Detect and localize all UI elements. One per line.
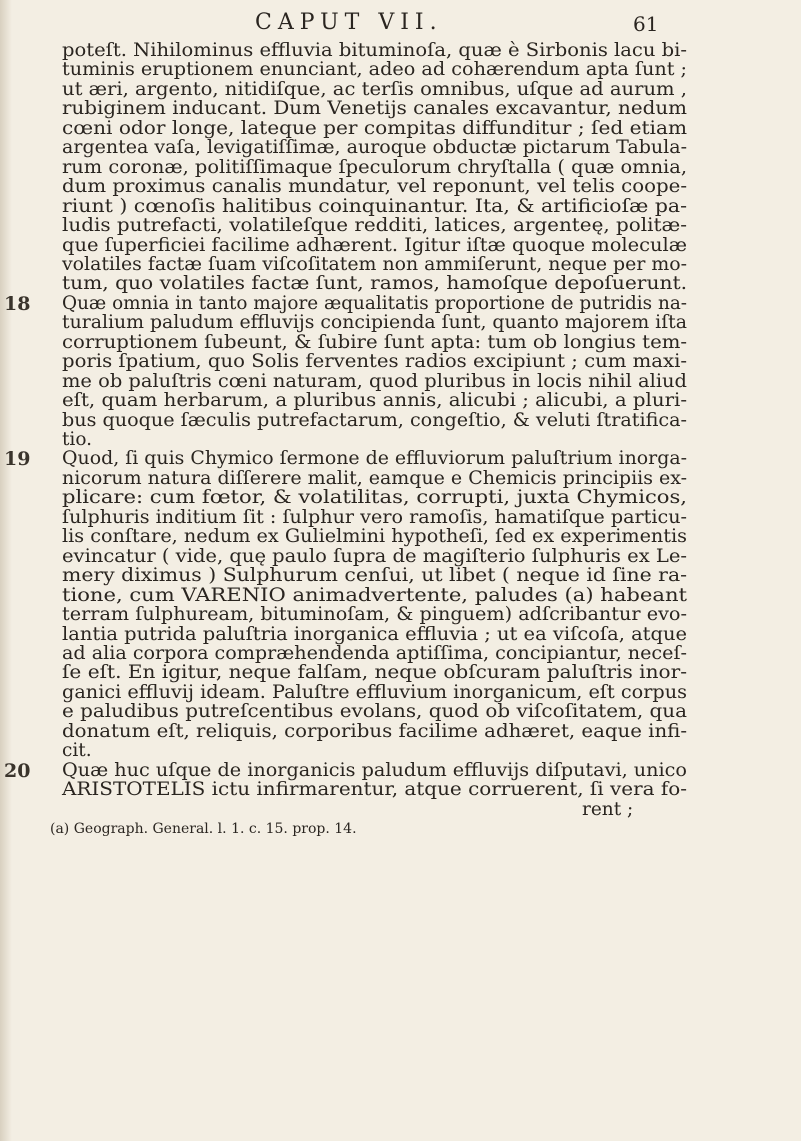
line-text: cit.: [62, 740, 92, 762]
line-text: plicare: cum fœtor, & volatilitas, corrupti, juxta Chymicos,: [62, 487, 687, 509]
line-text: poris ſpatium, quo Solis ferventes radios excipiunt ; cum maxi-: [62, 351, 688, 373]
line-text: cœni odor longe, lateque per compitas diffunditur ; ſed etiam: [62, 117, 687, 139]
line-text: turalium paludum effluvijs concipienda ſunt, quanto majorem iſta: [62, 312, 687, 334]
line-text: nicorum natura diſſerere malit, eamque e Chemicis principiis ex-: [62, 467, 687, 489]
line-text: ut æri, argento, nitidiſque, ac terſis omnibus, uſque ad aurum ,: [62, 78, 687, 100]
line-text: rum coronæ, politiſſimaque ſpeculorum chryſtalla ( quæ omnia,: [62, 156, 687, 178]
line-text: ſe eſt. En igitur, neque falſam, neque obſcuram paluſtris inor-: [62, 662, 687, 684]
paragraph-number: 19: [4, 448, 31, 471]
line-text: lis conſtare, nedum ex Gulielmini hypotheſi, ſed ex experimentis: [62, 526, 688, 548]
line-text: lantia putrida paluſtria inorganica effluvia ; ut ea viſcoſa, atque: [62, 623, 687, 645]
line-text: bus quoque ſæculis putrefactarum, congeſtio, & veluti ſtratifica-: [62, 409, 687, 431]
line-text: rent ;: [582, 798, 634, 820]
line-text: que ſuperficiei facilime adhærent. Igitur iſtæ quoque moleculæ: [62, 234, 687, 256]
paragraph-number: 18: [4, 292, 31, 315]
line-text: poteſt. Nihilominus effluvia bituminoſa, quæ è Sirbonis lacu bi-: [62, 40, 687, 61]
line-text: ludis putrefacti, volatileſque redditi, latices, argenteę, politæ-: [62, 215, 687, 237]
chapter-title: CAPUT VII.: [255, 10, 443, 35]
line-text: mery diximus ) Sulphurum cenſui, ut libet ( neque id ſine ra-: [62, 565, 687, 587]
line-text: tione, cum VARENIO animadvertente, paludes (a) habeant: [62, 584, 687, 606]
line-text: riunt ) cœnoſis halitibus coinquinantur. Ita, & artificioſæ pa-: [62, 195, 687, 217]
line-text: Quod, ſi quis Chymico ſermone de effluviorum paluſtrium inorga-: [62, 448, 687, 470]
line-text: terram ſulphuream, bituminoſam, & pinguem) adſcribantur evo-: [62, 604, 688, 626]
line-text: dum proximus canalis mundatur, vel reponunt, vel telis coope-: [62, 176, 687, 198]
line-text: Quæ omnia in tanto majore æqualitatis proportione de putridis na-: [62, 292, 687, 314]
running-header: [0, 10, 801, 40]
line-text: tio.: [62, 429, 93, 450]
paragraph-number: 20: [4, 759, 31, 782]
line-text: corruptionem ſubeunt, & ſubire ſunt apta: tum ob longius tem-: [62, 331, 687, 353]
line-text: donatum eſt, reliquis, corporibus facilime adhæret, eaque infi-: [62, 720, 687, 742]
line-text: e paludibus putreſcentibus evolans, quod ob viſcoſitatem, qua: [62, 701, 687, 723]
line-text: Quæ huc uſque de inorganicis paludum effluvijs diſputavi, unico: [62, 759, 687, 781]
line-text: argentea vaſa, levigatiſſimæ, auroque obductæ pictarum Tabula-: [62, 137, 687, 159]
line-text: rubiginem inducant. Dum Venetijs canales excavantur, nedum: [62, 98, 687, 120]
line-text: ganici effluvij ideam. Paluſtre effluvium inorganicum, eſt corpus: [62, 681, 687, 703]
text-line: [0, 799, 801, 821]
line-text: me ob paluſtris cœni naturam, quod pluribus in locis nihil aliud: [62, 370, 687, 392]
line-text: ARISTOTELIS ictu infirmarentur, atque corruerent, ſi vera fo-: [62, 779, 687, 801]
line-text: ſulphuris inditium ſit : ſulphur vero ramoſis, hamatiſque particu-: [62, 506, 687, 528]
line-text: tuminis eruptionem enunciant, adeo ad cohærendum apta ſunt ;: [62, 59, 687, 81]
footnote: (a) Geograph. General. l. 1. c. 15. prop. 14.: [50, 821, 357, 837]
page-number: 61: [633, 12, 659, 36]
line-text: volatiles factæ ſuam viſcoſitatem non ammiſerunt, neque per mo-: [62, 253, 687, 275]
line-text: tum, quo volatiles factæ ſunt, ramos, hamoſque depoſuerunt.: [62, 273, 687, 295]
line-text: eſt, quam herbarum, a pluribus annis, alicubi ; alicubi, a pluri-: [62, 390, 687, 412]
line-text: ad alia corpora compræhendenda aptiſſima, concipiantur, neceſ-: [62, 642, 687, 664]
line-text: evincatur ( vide, quę paulo ſupra de magiſterio ſulphuris ex Le-: [62, 545, 687, 567]
